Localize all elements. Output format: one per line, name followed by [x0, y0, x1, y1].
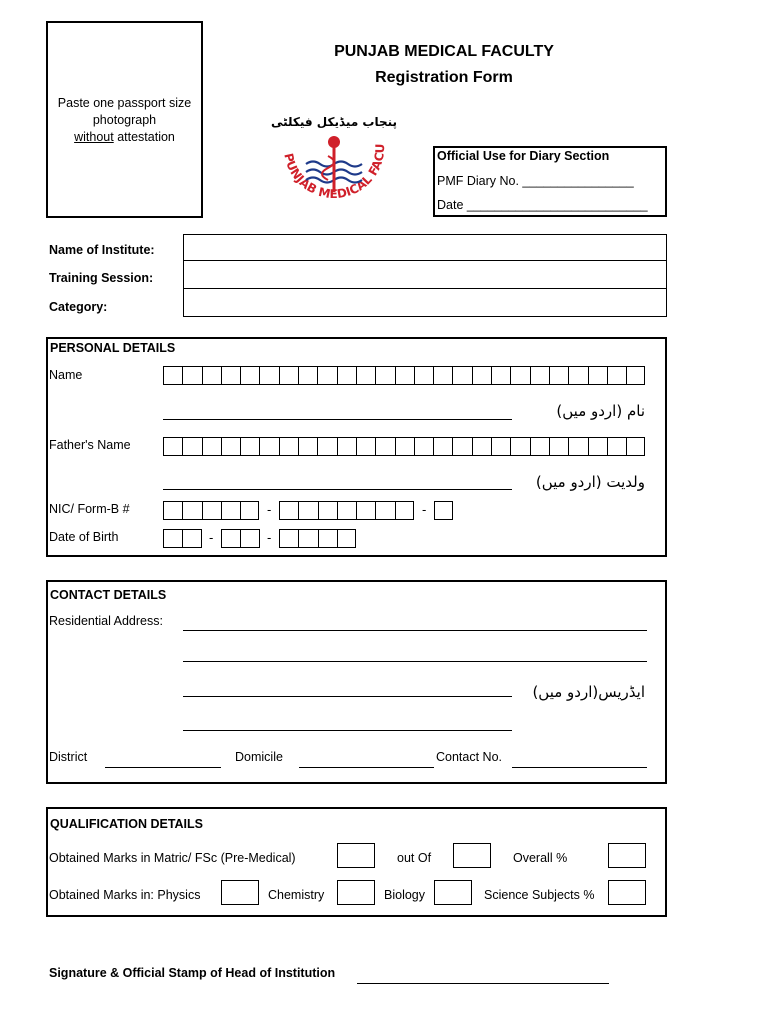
pmf-logo — [270, 108, 398, 216]
contact-no-label: Contact No. — [436, 750, 503, 764]
nic-part1-cells[interactable] — [163, 501, 259, 520]
signature-label: Signature & Official Stamp of Head of Institution — [49, 966, 336, 980]
chemistry-input[interactable] — [337, 880, 375, 905]
out-of-input[interactable] — [453, 843, 491, 868]
institute-name-label: Name of Institute: — [49, 243, 155, 257]
category-label: Category: — [49, 300, 108, 314]
dob-month-cells[interactable] — [221, 529, 260, 548]
nic-dash-2: - — [422, 502, 427, 517]
dob-label: Date of Birth — [49, 530, 119, 544]
svg-text:PUNJAB MEDICAL FACULTY: PUNJAB MEDICAL FACU — [281, 143, 388, 202]
father-name-label: Father's Name — [49, 438, 131, 452]
personal-details-title: PERSONAL DETAILS — [50, 341, 176, 355]
official-use-title: Official Use for Diary Section — [437, 149, 610, 163]
pmf-diary-field[interactable]: PMF Diary No. ________________ — [437, 174, 634, 188]
name-cells[interactable] — [163, 366, 645, 385]
address-urdu-line[interactable] — [183, 696, 512, 697]
page-title: PUNJAB MEDICAL FACULTY — [334, 43, 554, 60]
district-label: District — [49, 750, 88, 764]
name-urdu-line[interactable] — [163, 419, 512, 420]
dob-dash-1: - — [209, 530, 214, 545]
name-label: Name — [49, 368, 83, 382]
address-urdu-label: ایڈریس(اردو میں) — [532, 683, 645, 701]
science-subjects-input[interactable] — [608, 880, 646, 905]
biology-label: Biology — [384, 888, 425, 902]
father-urdu-label: ولدیت (اردو میں) — [535, 473, 645, 491]
father-name-cells[interactable] — [163, 437, 645, 456]
address-line-4[interactable] — [183, 730, 512, 731]
photo-box — [46, 21, 203, 218]
matric-marks-input[interactable] — [337, 843, 375, 868]
contact-details-title: CONTACT DETAILS — [50, 588, 167, 602]
district-line[interactable] — [105, 767, 221, 768]
training-session-input[interactable] — [183, 260, 667, 289]
dob-year-cells[interactable] — [279, 529, 356, 548]
signature-line[interactable] — [357, 983, 609, 984]
nic-part2-cells[interactable] — [279, 501, 414, 520]
overall-percent-label: Overall % — [513, 851, 568, 865]
name-urdu-label: نام (اردو میں) — [556, 402, 645, 420]
science-subjects-label: Science Subjects % — [484, 888, 595, 902]
category-input[interactable] — [183, 288, 667, 317]
logo-emblem-icon — [270, 108, 398, 216]
svg-text:پنجاب میڈیکل فیکلٹی: پنجاب میڈیکل فیکلٹی — [270, 115, 398, 129]
address-line-2[interactable] — [183, 661, 647, 662]
nic-label: NIC/ Form-B # — [49, 502, 130, 516]
official-use-box — [433, 146, 667, 217]
nic-dash-1: - — [267, 502, 272, 517]
training-session-label: Training Session: — [49, 271, 154, 285]
out-of-label: out Of — [397, 851, 432, 865]
diary-date-field[interactable]: Date __________________________ — [437, 198, 648, 212]
photo-instructions: Paste one passport size photograph without attestation — [57, 96, 192, 144]
dob-dash-2: - — [267, 530, 272, 545]
matric-marks-label: Obtained Marks in Matric/ FSc (Pre-Medical) — [49, 851, 296, 865]
qualification-details-title: QUALIFICATION DETAILS — [50, 817, 203, 831]
domicile-label: Domicile — [235, 750, 283, 764]
dob-day-cells[interactable] — [163, 529, 202, 548]
contact-no-line[interactable] — [512, 767, 647, 768]
domicile-line[interactable] — [299, 767, 434, 768]
biology-input[interactable] — [434, 880, 472, 905]
nic-part3-cells[interactable] — [434, 501, 453, 520]
physics-input[interactable] — [221, 880, 259, 905]
residential-address-label: Residential Address: — [49, 614, 163, 628]
contact-details-section — [46, 580, 667, 784]
overall-percent-input[interactable] — [608, 843, 646, 868]
father-urdu-line[interactable] — [163, 489, 512, 490]
page-subtitle: Registration Form — [375, 69, 513, 86]
institute-name-input[interactable] — [183, 234, 667, 261]
obtained-marks-physics-label: Obtained Marks in: Physics — [49, 888, 201, 902]
address-line-1[interactable] — [183, 630, 647, 631]
chemistry-label: Chemistry — [268, 888, 325, 902]
